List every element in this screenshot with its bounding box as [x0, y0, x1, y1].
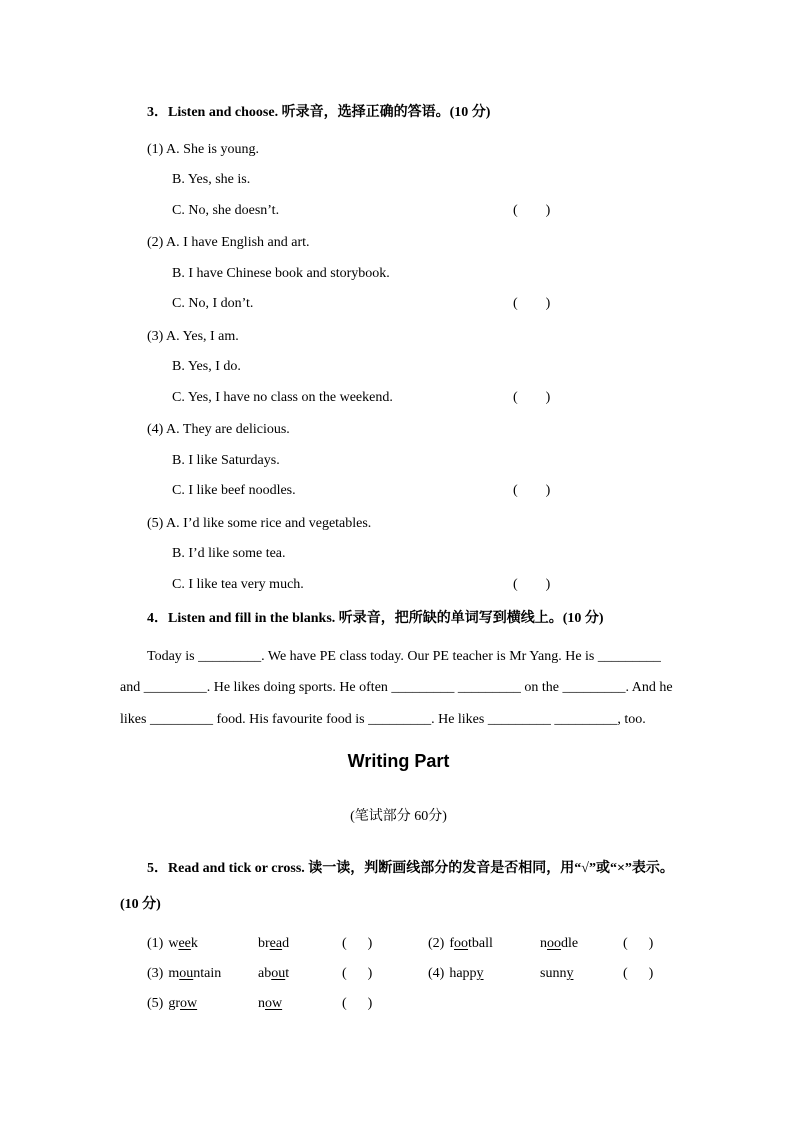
paragraph-line: Today is _________. We have PE class today. Our PE teacher is Mr Yang. He is _________ — [147, 648, 661, 664]
option-c: C. Yes, I have no class on the weekend. — [172, 389, 393, 405]
pair-item — [428, 959, 484, 989]
sound-check-blank: ( ) — [342, 996, 373, 1011]
word-pairs-table — [120, 929, 677, 1019]
underlined-letters: y — [566, 966, 574, 981]
word-part: happ — [449, 966, 477, 981]
word-part: m — [168, 966, 180, 981]
option-c-line — [120, 383, 677, 414]
option-b: B. Yes, I do. — [172, 359, 241, 374]
word-part: dle — [561, 936, 579, 951]
word-part: f — [449, 936, 454, 951]
answer-blank: ( ) — [513, 483, 551, 498]
word-part: t — [285, 966, 290, 981]
answer-blank: ( ) — [513, 576, 551, 592]
option-b: B. I’d like some tea. — [172, 546, 286, 561]
word-pair-row — [120, 989, 677, 1019]
word — [168, 966, 221, 981]
word — [168, 936, 198, 951]
word — [258, 959, 289, 989]
word-part: gr — [168, 996, 180, 1011]
pair-number: (4) — [428, 966, 445, 981]
pair-number: (3) — [147, 966, 164, 981]
paragraph-line: likes _________ food. His favourite food is _________. He likes _________ _________, too. — [120, 711, 646, 727]
option-c: C. No, she doesn’t. — [172, 202, 280, 218]
pair-number: (5) — [147, 996, 164, 1011]
option-a: (2) A. I have English and art. — [147, 235, 310, 250]
option-c: C. No, I don’t. — [172, 296, 254, 311]
underlined-letters: y — [476, 966, 484, 981]
answer-blank: ( ) — [513, 296, 551, 311]
pair-item — [147, 929, 198, 959]
word — [168, 996, 197, 1011]
word — [449, 966, 483, 981]
option-c-line — [120, 476, 677, 507]
underlined-letters: ou — [271, 966, 286, 981]
pair-item — [428, 929, 493, 959]
section-3-title: 3．Listen and choose. 听录音，选择正确的答语。(10 分) — [147, 105, 491, 120]
paragraph-line: and _________. He likes doing sports. He often _________ _________ on the _________. And he — [120, 680, 673, 695]
word-part: w — [168, 936, 179, 951]
section-5-title-line-2: (10 分) — [120, 897, 161, 912]
section-4-title: 4．Listen and fill in the blanks. 听录音，把所缺的单词写到横线上。(10 分) — [147, 611, 604, 626]
word-pair-row — [120, 959, 677, 989]
word — [449, 936, 493, 951]
question-2 — [120, 228, 677, 320]
sound-check-blank: ( ) — [342, 966, 373, 981]
word-part: tball — [468, 936, 493, 951]
answer-blank: ( ) — [513, 202, 551, 218]
option-a: (3) A. Yes, I am. — [147, 328, 239, 344]
section-5-title-line-1: 5．Read and tick or cross. 读一读，判断画线部分的发音是否相同，用“√”或“×”表示。 — [147, 861, 674, 876]
section-read-tick-cross — [120, 851, 677, 1019]
question-3 — [120, 322, 677, 414]
option-c-line — [120, 196, 677, 227]
option-c-line — [120, 289, 677, 320]
underlined-letters: oo — [454, 936, 468, 951]
sound-check-blank: ( ) — [623, 966, 654, 981]
word-part: sunn — [540, 966, 567, 981]
word-part: d — [282, 936, 290, 951]
option-a: (1) A. She is young. — [147, 141, 259, 157]
option-a: (4) A. They are delicious. — [147, 422, 290, 437]
question-5 — [120, 509, 677, 601]
word-part: ab — [258, 966, 272, 981]
underlined-letters: ee — [178, 936, 191, 951]
option-b: B. I like Saturdays. — [172, 452, 280, 468]
section-listen-and-fill — [120, 604, 677, 735]
word — [258, 989, 282, 1019]
question-1 — [120, 135, 677, 227]
option-a: (5) A. I’d like some rice and vegetables. — [147, 515, 372, 531]
word-part: n — [258, 996, 265, 1011]
writing-part-subtitle: (笔试部分 60分) — [350, 809, 447, 824]
word-part: br — [258, 936, 270, 951]
option-c-line — [120, 570, 677, 601]
sound-check-blank: ( ) — [342, 936, 373, 951]
fill-blanks-paragraph — [120, 641, 677, 736]
underlined-letters: ea — [269, 936, 283, 951]
question-4 — [120, 415, 677, 507]
word-pair-row — [120, 929, 677, 959]
sound-check-blank: ( ) — [623, 936, 654, 951]
pair-number: (1) — [147, 936, 164, 951]
pair-number: (2) — [428, 936, 445, 951]
writing-part-heading: Writing Part — [347, 751, 450, 771]
word-part: k — [190, 936, 198, 951]
option-b: B. I have Chinese book and storybook. — [172, 265, 390, 281]
underlined-letters: ou — [179, 966, 194, 981]
word — [258, 929, 289, 959]
word-part: ntain — [193, 966, 222, 981]
option-c: C. I like tea very much. — [172, 576, 304, 592]
word — [540, 929, 578, 959]
pair-item — [147, 959, 221, 989]
underlined-letters: oo — [547, 936, 561, 951]
underlined-letters: ow — [180, 996, 198, 1011]
pair-item — [147, 989, 197, 1019]
section-listen-and-choose — [120, 98, 677, 600]
word — [540, 959, 573, 989]
option-b: B. Yes, she is. — [172, 172, 251, 187]
answer-blank: ( ) — [513, 389, 551, 405]
underlined-letters: ow — [265, 996, 283, 1011]
word-part: n — [540, 936, 547, 951]
option-c: C. I like beef noodles. — [172, 483, 296, 498]
